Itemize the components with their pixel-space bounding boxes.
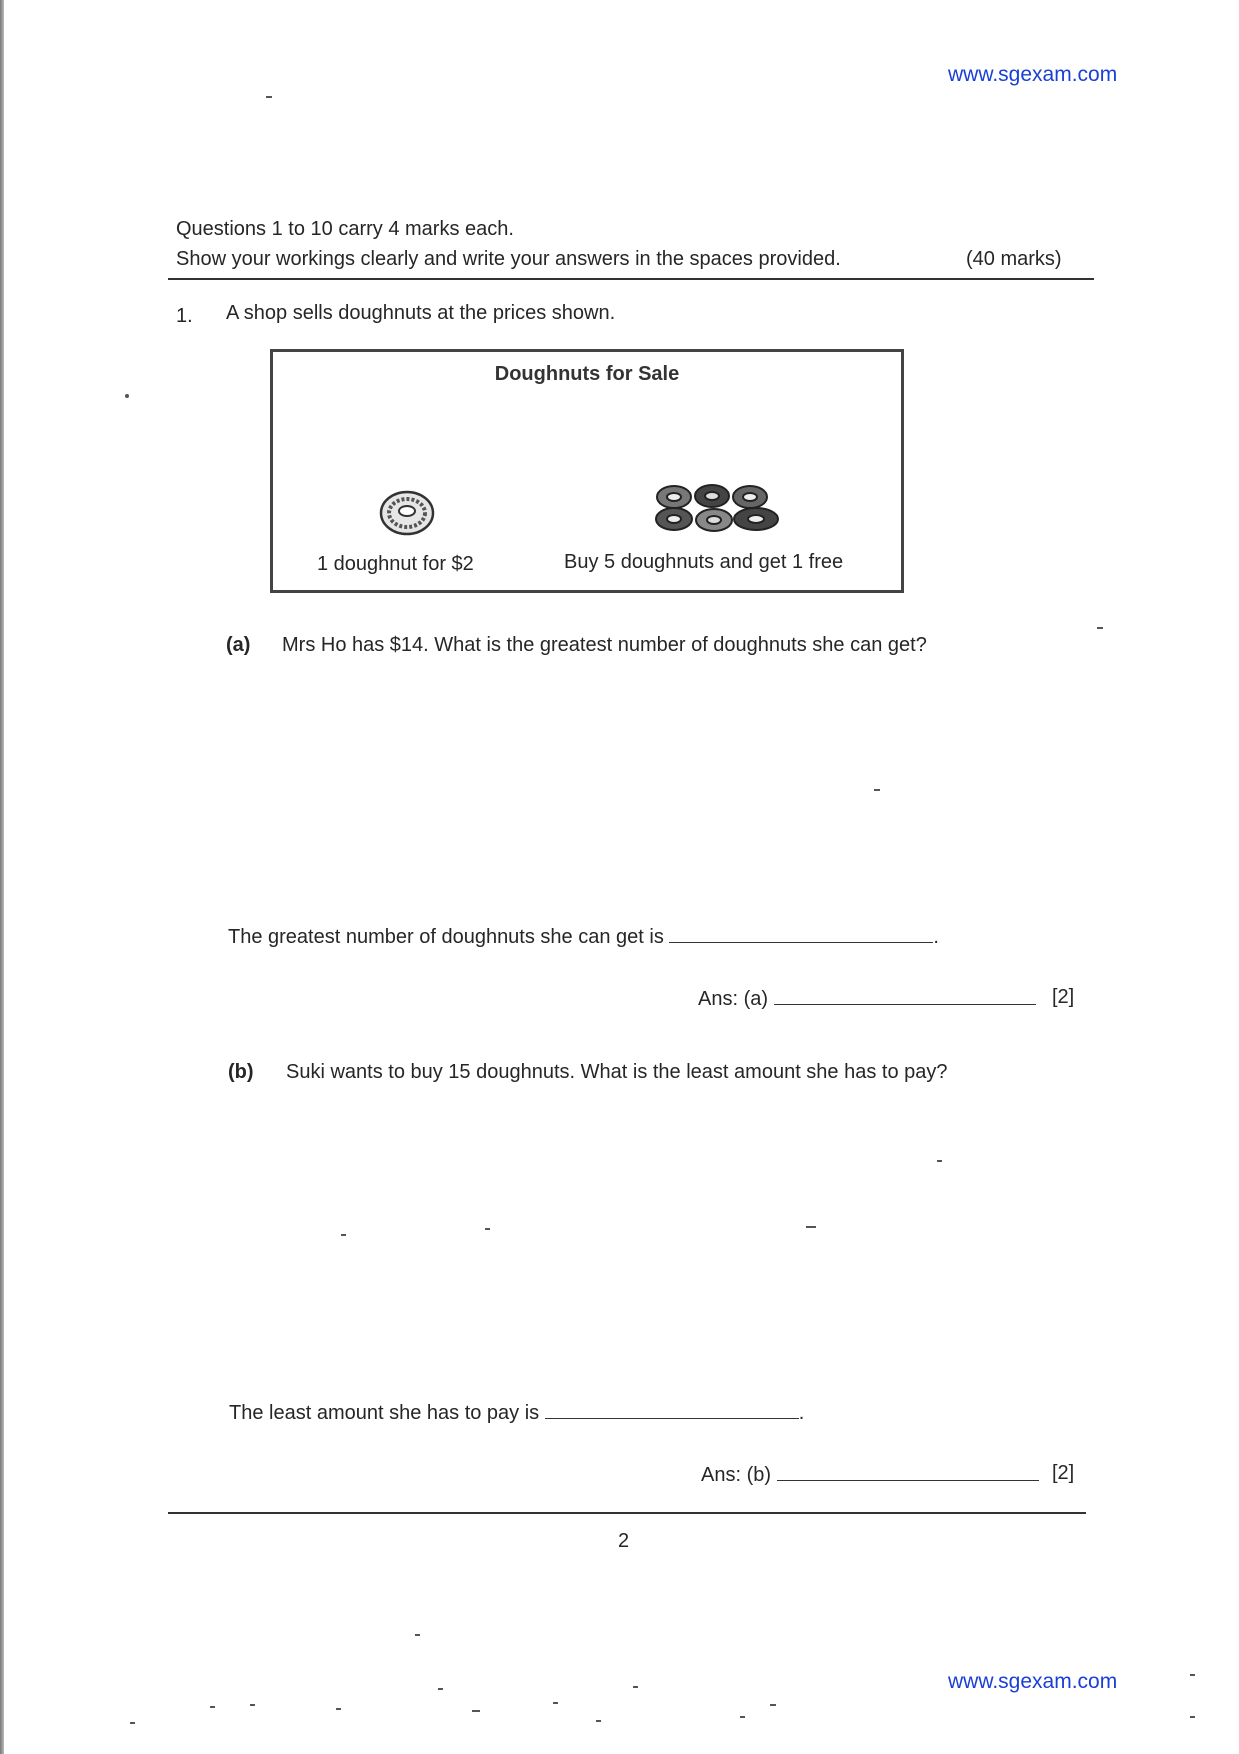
scan-edge [0, 0, 4, 1754]
scan-speck [130, 1722, 135, 1724]
scan-speck [770, 1704, 776, 1706]
scan-speck [596, 1720, 601, 1722]
scan-speck [553, 1702, 558, 1704]
doughnut-group-icon [652, 484, 788, 534]
part-a-question: Mrs Ho has $14. What is the greatest number of doughnuts she can get? [282, 634, 927, 656]
part-a-marks: [2] [1052, 986, 1075, 1008]
question-stem: A shop sells doughnuts at the prices shown. [226, 302, 616, 324]
part-b-statement-blank[interactable] [545, 1400, 799, 1419]
header-website: www.sgexam.com [948, 63, 1118, 86]
single-price-label: 1 doughnut for $2 [317, 553, 474, 575]
part-b-marks: [2] [1052, 1462, 1075, 1484]
part-a-statement-blank[interactable] [669, 924, 933, 943]
price-box-title: Doughnuts for Sale [494, 363, 680, 385]
scan-speck [250, 1704, 255, 1706]
scan-speck [266, 96, 272, 98]
footer-divider [168, 1512, 1086, 1514]
scan-speck [415, 1634, 420, 1636]
instructions-marks: (40 marks) [966, 248, 1062, 270]
scan-speck [210, 1706, 215, 1708]
part-a-statement: The greatest number of doughnuts she can get is . [228, 926, 939, 948]
scan-speck [937, 1160, 942, 1162]
scan-speck [125, 394, 129, 398]
scan-speck [633, 1686, 638, 1688]
instructions-line1: Questions 1 to 10 carry 4 marks each. [176, 218, 514, 240]
part-a-answer: Ans: (a) [698, 986, 1036, 1011]
footer-website: www.sgexam.com [948, 1670, 1118, 1693]
scan-speck [1190, 1674, 1195, 1676]
part-b-question: Suki wants to buy 15 doughnuts. What is the least amount she has to pay? [286, 1061, 948, 1083]
part-b-answer: Ans: (b) [701, 1462, 1039, 1487]
scan-speck [472, 1710, 480, 1712]
scan-speck [438, 1688, 443, 1690]
instructions-line2: Show your workings clearly and write your answers in the spaces provided. [176, 248, 841, 270]
scan-speck [874, 789, 880, 791]
scan-speck [341, 1234, 346, 1236]
price-box [270, 349, 904, 593]
part-b-label: (b) [228, 1061, 254, 1083]
part-b-statement: The least amount she has to pay is . [229, 1402, 805, 1424]
part-a-answer-blank[interactable] [774, 986, 1036, 1005]
page-number: 2 [618, 1530, 630, 1552]
scan-speck [485, 1228, 490, 1230]
doughnut-icon [379, 489, 435, 537]
question-number: 1. [176, 305, 193, 327]
part-a-label: (a) [226, 634, 251, 656]
scan-speck [1097, 627, 1103, 629]
scan-speck [806, 1226, 816, 1228]
part-b-answer-blank[interactable] [777, 1462, 1039, 1481]
scan-speck [740, 1716, 745, 1718]
scan-speck [1190, 1716, 1195, 1718]
instructions-divider [168, 278, 1094, 280]
scan-speck [336, 1708, 341, 1710]
offer-price-label: Buy 5 doughnuts and get 1 free [564, 551, 844, 573]
